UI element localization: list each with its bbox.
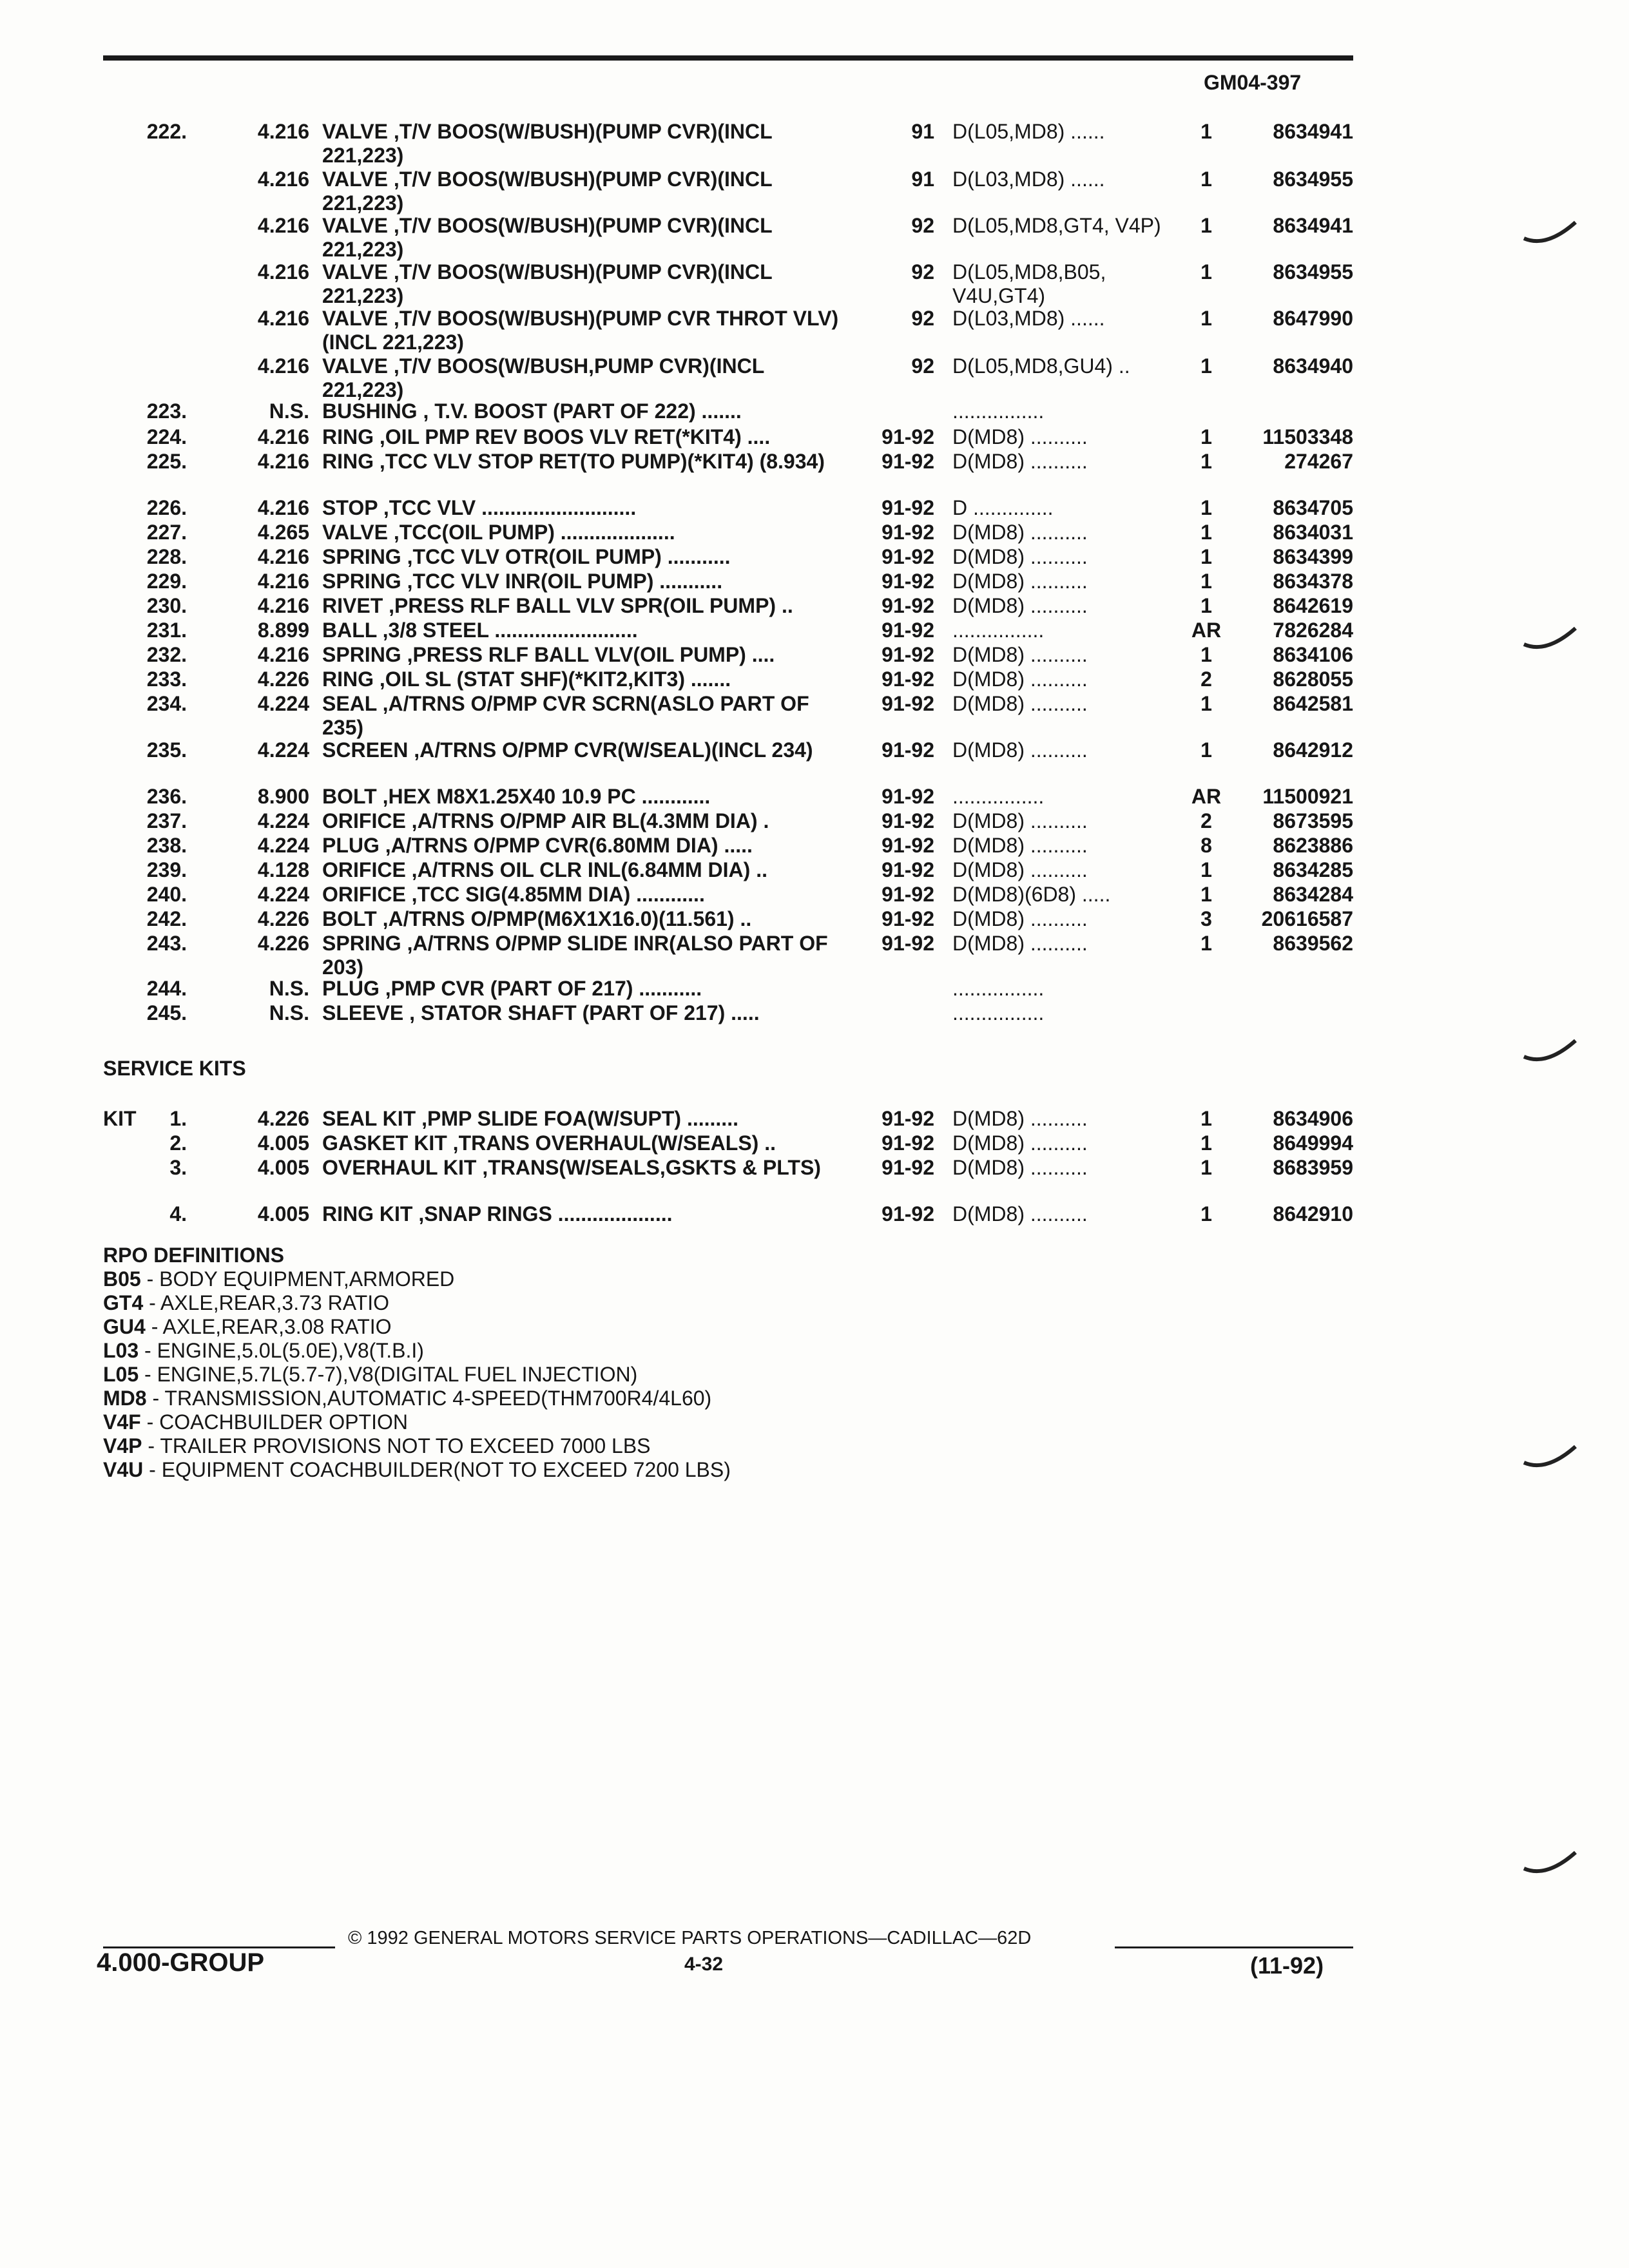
item-number: 227. <box>146 521 187 544</box>
part-number: 8623886 <box>1273 834 1353 857</box>
part-number: 8634031 <box>1273 521 1353 544</box>
rpo-definition <box>103 1291 731 1315</box>
part-number: 8634955 <box>1273 168 1353 191</box>
group-number: 4.224 <box>257 809 309 832</box>
item-number: 2. <box>169 1131 187 1155</box>
part-description: PLUG ,A/TRNS O/PMP CVR(6.80MM DIA) ..... <box>322 834 753 857</box>
item-number: 240. <box>146 883 187 906</box>
model-years: 91-92 <box>882 785 934 808</box>
quantity: 1 <box>1200 1202 1212 1225</box>
part-number: 8634906 <box>1273 1107 1353 1130</box>
model-usage: ................ <box>952 977 1045 1000</box>
group-number: 4.216 <box>257 594 309 617</box>
model-years: 91-92 <box>882 858 934 881</box>
group-number: 4.216 <box>257 260 309 284</box>
model-usage: D .............. <box>952 496 1054 519</box>
group-number: 4.005 <box>257 1156 309 1179</box>
model-years: 91-92 <box>882 643 934 666</box>
quantity: 1 <box>1200 496 1212 519</box>
part-description: VALVE ,T/V BOOS(W/BUSH)(PUMP CVR)(INCL 221,223) <box>322 260 773 307</box>
group-number: 4.216 <box>257 643 309 666</box>
kit-label: KIT <box>103 1107 137 1130</box>
group-number: 4.224 <box>257 883 309 906</box>
part-number: 8634955 <box>1273 260 1353 284</box>
binder-mark-icon <box>1521 1031 1579 1070</box>
group-number: 4.216 <box>257 496 309 519</box>
part-number: 7826284 <box>1273 619 1353 642</box>
quantity: 1 <box>1200 738 1212 762</box>
group-number: 4.216 <box>257 168 309 191</box>
item-number: 232. <box>146 643 187 666</box>
group-number: 4.265 <box>257 521 309 544</box>
part-description: SPRING ,PRESS RLF BALL VLV(OIL PUMP) .... <box>322 643 775 666</box>
service-kits-heading: SERVICE KITS <box>103 1057 246 1080</box>
part-number: 8642910 <box>1273 1202 1353 1225</box>
document-id: GM04-397 <box>1204 71 1302 94</box>
rpo-description: - AXLE,REAR,3.08 RATIO <box>145 1315 392 1338</box>
model-usage: D(MD8) .......... <box>952 1131 1088 1155</box>
rpo-definition <box>103 1458 731 1482</box>
part-description: BUSHING , T.V. BOOST (PART OF 222) ....... <box>322 399 742 423</box>
part-description: VALVE ,T/V BOOS(W/BUSH)(PUMP CVR)(INCL 221,223) <box>322 214 773 261</box>
part-description: PLUG ,PMP CVR (PART OF 217) ........... <box>322 977 702 1000</box>
rpo-code: GT4 <box>103 1291 144 1314</box>
part-description: RING KIT ,SNAP RINGS .................... <box>322 1202 673 1225</box>
part-number: 8634705 <box>1273 496 1353 519</box>
model-usage: D(MD8) .......... <box>952 834 1088 857</box>
part-description: SEAL ,A/TRNS O/PMP CVR SCRN(ASLO PART OF 235) <box>322 692 809 739</box>
group-number: 4.226 <box>257 907 309 930</box>
item-number: 1. <box>169 1107 187 1130</box>
part-number: 8642619 <box>1273 594 1353 617</box>
quantity: 8 <box>1200 834 1212 857</box>
part-number: 8683959 <box>1273 1156 1353 1179</box>
model-years: 91-92 <box>882 1202 934 1225</box>
quantity: 1 <box>1200 168 1212 191</box>
part-description: VALVE ,TCC(OIL PUMP) .................... <box>322 521 675 544</box>
part-number: 8673595 <box>1273 809 1353 832</box>
item-number: 223. <box>146 399 187 423</box>
part-description: BOLT ,HEX M8X1.25X40 10.9 PC ............ <box>322 785 711 808</box>
item-number: 226. <box>146 496 187 519</box>
group-number: 4.224 <box>257 692 309 715</box>
item-number: 3. <box>169 1156 187 1179</box>
part-description: SLEEVE , STATOR SHAFT (PART OF 217) ..... <box>322 1001 760 1024</box>
model-usage: D(MD8) .......... <box>952 668 1088 691</box>
model-usage: D(MD8) .......... <box>952 858 1088 881</box>
part-description: VALVE ,T/V BOOS(W/BUSH,PUMP CVR)(INCL 221,223) <box>322 354 764 401</box>
rpo-definition <box>103 1315 731 1339</box>
part-number: 8634106 <box>1273 643 1353 666</box>
item-number: 235. <box>146 738 187 762</box>
part-description: SCREEN ,A/TRNS O/PMP CVR(W/SEAL)(INCL 234) <box>322 738 813 762</box>
part-number: 8642581 <box>1273 692 1353 715</box>
quantity: 1 <box>1200 883 1212 906</box>
rpo-definition <box>103 1339 731 1363</box>
binder-mark-icon <box>1521 619 1579 657</box>
model-years: 91-92 <box>882 545 934 568</box>
model-years: 91-92 <box>882 594 934 617</box>
footer-rule <box>1115 1946 1353 1948</box>
footer-page-number: 4-32 <box>684 1954 724 1975</box>
part-description: RIVET ,PRESS RLF BALL VLV SPR(OIL PUMP) .. <box>322 594 793 617</box>
quantity: 1 <box>1200 594 1212 617</box>
rpo-code: MD8 <box>103 1387 147 1410</box>
part-number: 8634941 <box>1273 214 1353 237</box>
item-number: 225. <box>146 450 187 473</box>
part-number: 8642912 <box>1273 738 1353 762</box>
model-years: 91 <box>911 168 934 191</box>
group-number: N.S. <box>269 399 309 423</box>
part-number: 8634940 <box>1273 354 1353 378</box>
model-years: 91-92 <box>882 570 934 593</box>
part-number: 11500921 <box>1262 785 1353 808</box>
item-number: 224. <box>146 425 187 448</box>
item-number: 239. <box>146 858 187 881</box>
group-number: 4.216 <box>257 120 309 143</box>
model-years: 91-92 <box>882 692 934 715</box>
part-description: SPRING ,TCC VLV OTR(OIL PUMP) ........... <box>322 545 731 568</box>
rpo-code: L05 <box>103 1363 139 1386</box>
part-description: OVERHAUL KIT ,TRANS(W/SEALS,GSKTS & PLTS) <box>322 1156 821 1179</box>
part-description: STOP ,TCC VLV ........................... <box>322 496 637 519</box>
part-number: 8639562 <box>1273 932 1353 955</box>
model-usage: D(MD8) .......... <box>952 521 1088 544</box>
quantity: 1 <box>1200 1107 1212 1130</box>
model-years: 91-92 <box>882 834 934 857</box>
quantity: 1 <box>1200 354 1212 378</box>
part-description: ORIFICE ,A/TRNS OIL CLR INL(6.84MM DIA) .. <box>322 858 767 881</box>
part-description: ORIFICE ,A/TRNS O/PMP AIR BL(4.3MM DIA) . <box>322 809 769 832</box>
part-description: VALVE ,T/V BOOS(W/BUSH)(PUMP CVR)(INCL 221,223) <box>322 120 773 167</box>
part-description: BOLT ,A/TRNS O/PMP(M6X1X16.0)(11.561) .. <box>322 907 752 930</box>
part-description: BALL ,3/8 STEEL ......................... <box>322 619 638 642</box>
model-usage: D(MD8) .......... <box>952 1202 1088 1225</box>
model-usage: ................ <box>952 619 1045 642</box>
item-number: 231. <box>146 619 187 642</box>
model-years: 91-92 <box>882 932 934 955</box>
quantity: 1 <box>1200 643 1212 666</box>
quantity: 1 <box>1200 858 1212 881</box>
part-description: SPRING ,A/TRNS O/PMP SLIDE INR(ALSO PART OF 203) <box>322 932 828 979</box>
model-years: 91-92 <box>882 1156 934 1179</box>
item-number: 230. <box>146 594 187 617</box>
quantity: 1 <box>1200 450 1212 473</box>
model-usage: D(L05,MD8,B05, V4U,GT4) <box>952 260 1106 307</box>
part-description: SEAL KIT ,PMP SLIDE FOA(W/SUPT) ......... <box>322 1107 738 1130</box>
rpo-definition <box>103 1363 731 1387</box>
rpo-code: L03 <box>103 1339 139 1362</box>
item-number: 228. <box>146 545 187 568</box>
group-number: 4.216 <box>257 354 309 378</box>
group-number: N.S. <box>269 1001 309 1024</box>
part-number: 20616587 <box>1261 907 1353 930</box>
rpo-definition <box>103 1387 731 1410</box>
quantity: 1 <box>1200 260 1212 284</box>
model-usage: D(MD8) .......... <box>952 932 1088 955</box>
model-years: 92 <box>911 260 934 284</box>
model-years: 91-92 <box>882 1131 934 1155</box>
quantity: 1 <box>1200 521 1212 544</box>
rpo-code: V4F <box>103 1410 141 1434</box>
part-number: 8634378 <box>1273 570 1353 593</box>
quantity: 1 <box>1200 120 1212 143</box>
rpo-code: V4U <box>103 1458 144 1481</box>
item-number: 233. <box>146 668 187 691</box>
part-number: 8628055 <box>1273 668 1353 691</box>
model-usage: D(MD8) .......... <box>952 907 1088 930</box>
quantity: 1 <box>1200 1131 1212 1155</box>
model-years: 91-92 <box>882 496 934 519</box>
footer-date: (11-92) <box>1250 1952 1324 1979</box>
model-usage: D(MD8) .......... <box>952 643 1088 666</box>
model-usage: ................ <box>952 785 1045 808</box>
quantity: 1 <box>1200 307 1212 330</box>
model-usage: D(MD8) .......... <box>952 450 1088 473</box>
part-number: 8634284 <box>1273 883 1353 906</box>
item-number: 234. <box>146 692 187 715</box>
part-description: GASKET KIT ,TRANS OVERHAUL(W/SEALS) .. <box>322 1131 776 1155</box>
rpo-description: - AXLE,REAR,3.73 RATIO <box>143 1291 389 1314</box>
part-number: 8634941 <box>1273 120 1353 143</box>
group-number: 4.216 <box>257 425 309 448</box>
group-number: 4.216 <box>257 450 309 473</box>
model-years: 91-92 <box>882 883 934 906</box>
model-usage: D(L05,MD8) ...... <box>952 120 1105 143</box>
top-rule <box>103 55 1353 61</box>
quantity: 1 <box>1200 425 1212 448</box>
item-number: 4. <box>169 1202 187 1225</box>
quantity: AR <box>1191 619 1222 642</box>
model-usage: D(MD8) .......... <box>952 545 1088 568</box>
model-years: 91-92 <box>882 619 934 642</box>
item-number: 238. <box>146 834 187 857</box>
model-years: 91-92 <box>882 450 934 473</box>
rpo-description: - ENGINE,5.0L(5.0E),V8(T.B.I) <box>139 1339 424 1362</box>
rpo-description: - TRANSMISSION,AUTOMATIC 4-SPEED(THM700R4/4L60) <box>146 1387 712 1410</box>
part-description: RING ,OIL PMP REV BOOS VLV RET(*KIT4) .... <box>322 425 771 448</box>
group-number: 4.005 <box>257 1202 309 1225</box>
binder-mark-icon <box>1521 1843 1579 1881</box>
quantity: 1 <box>1200 545 1212 568</box>
group-number: 4.216 <box>257 214 309 237</box>
model-usage: D(MD8) .......... <box>952 425 1088 448</box>
rpo-description: - TRAILER PROVISIONS NOT TO EXCEED 7000 LBS <box>142 1434 651 1457</box>
binder-mark-icon <box>1521 1437 1579 1475</box>
item-number: 243. <box>146 932 187 955</box>
quantity: 1 <box>1200 1156 1212 1179</box>
group-number: 4.216 <box>257 545 309 568</box>
rpo-code: B05 <box>103 1267 141 1291</box>
part-number: 11503348 <box>1262 425 1353 448</box>
model-years: 92 <box>911 354 934 378</box>
binder-mark-icon <box>1521 213 1579 251</box>
quantity: AR <box>1191 785 1222 808</box>
footer-copyright: © 1992 GENERAL MOTORS SERVICE PARTS OPERATIONS—CADILLAC—62D <box>348 1928 1032 1948</box>
model-years: 91-92 <box>882 521 934 544</box>
group-number: 8.899 <box>257 619 309 642</box>
model-years: 91-92 <box>882 425 934 448</box>
quantity: 1 <box>1200 692 1212 715</box>
model-usage: D(MD8) .......... <box>952 1107 1088 1130</box>
model-years: 91-92 <box>882 809 934 832</box>
model-usage: D(MD8) .......... <box>952 1156 1088 1179</box>
model-usage: D(MD8) .......... <box>952 594 1088 617</box>
group-number: 4.224 <box>257 738 309 762</box>
group-number: 4.226 <box>257 668 309 691</box>
model-usage: D(MD8)(6D8) ..... <box>952 883 1111 906</box>
rpo-description: - BODY EQUIPMENT,ARMORED <box>140 1267 455 1291</box>
rpo-definition <box>103 1267 731 1291</box>
item-number: 245. <box>146 1001 187 1024</box>
part-number: 8634399 <box>1273 545 1353 568</box>
part-description: ORIFICE ,TCC SIG(4.85MM DIA) ............ <box>322 883 705 906</box>
footer-group: 4.000-GROUP <box>97 1948 265 1977</box>
rpo-definitions <box>103 1244 731 1482</box>
item-number: 244. <box>146 977 187 1000</box>
quantity: 1 <box>1200 570 1212 593</box>
part-description: SPRING ,TCC VLV INR(OIL PUMP) ........... <box>322 570 723 593</box>
model-usage: D(MD8) .......... <box>952 692 1088 715</box>
part-description: RING ,TCC VLV STOP RET(TO PUMP)(*KIT4) (8.934) <box>322 450 825 473</box>
rpo-definition <box>103 1410 731 1434</box>
group-number: 4.224 <box>257 834 309 857</box>
model-usage: D(MD8) .......... <box>952 809 1088 832</box>
part-number: 8647990 <box>1273 307 1353 330</box>
group-number: 4.216 <box>257 307 309 330</box>
group-number: 4.226 <box>257 932 309 955</box>
part-description: RING ,OIL SL (STAT SHF)(*KIT2,KIT3) ....... <box>322 668 731 691</box>
model-years: 92 <box>911 307 934 330</box>
model-usage: D(L03,MD8) ...... <box>952 307 1105 330</box>
quantity: 2 <box>1200 668 1212 691</box>
rpo-description: - ENGINE,5.7L(5.7-7),V8(DIGITAL FUEL INJECTION) <box>139 1363 638 1386</box>
rpo-definition <box>103 1434 731 1458</box>
part-description: VALVE ,T/V BOOS(W/BUSH)(PUMP CVR)(INCL 221,223) <box>322 168 773 215</box>
model-usage: D(L05,MD8,GT4, V4P) <box>952 214 1161 237</box>
item-number: 237. <box>146 809 187 832</box>
part-number: 8649994 <box>1273 1131 1353 1155</box>
model-usage: D(L05,MD8,GU4) .. <box>952 354 1130 378</box>
model-years: 91-92 <box>882 668 934 691</box>
item-number: 222. <box>146 120 187 143</box>
item-number: 236. <box>146 785 187 808</box>
model-usage: D(L03,MD8) ...... <box>952 168 1105 191</box>
rpo-description: - EQUIPMENT COACHBUILDER(NOT TO EXCEED 7200 LBS) <box>143 1458 731 1481</box>
model-usage: ................ <box>952 1001 1045 1024</box>
model-usage: D(MD8) .......... <box>952 738 1088 762</box>
rpo-code: GU4 <box>103 1315 146 1338</box>
group-number: 4.226 <box>257 1107 309 1130</box>
group-number: 8.900 <box>257 785 309 808</box>
group-number: 4.128 <box>257 858 309 881</box>
quantity: 2 <box>1200 809 1212 832</box>
item-number: 242. <box>146 907 187 930</box>
rpo-heading: RPO DEFINITIONS <box>103 1244 284 1267</box>
group-number: 4.005 <box>257 1131 309 1155</box>
model-years: 92 <box>911 214 934 237</box>
part-number: 8634285 <box>1273 858 1353 881</box>
group-number: N.S. <box>269 977 309 1000</box>
quantity: 1 <box>1200 932 1212 955</box>
model-usage: ................ <box>952 399 1045 423</box>
model-years: 91-92 <box>882 738 934 762</box>
rpo-code: V4P <box>103 1434 142 1457</box>
part-number: 274267 <box>1284 450 1353 473</box>
model-years: 91-92 <box>882 1107 934 1130</box>
model-years: 91-92 <box>882 907 934 930</box>
rpo-description: - COACHBUILDER OPTION <box>140 1410 408 1434</box>
part-description: VALVE ,T/V BOOS(W/BUSH)(PUMP CVR THROT VLV)(INCL 221,223) <box>322 307 839 354</box>
model-usage: D(MD8) .......... <box>952 570 1088 593</box>
group-number: 4.216 <box>257 570 309 593</box>
item-number: 229. <box>146 570 187 593</box>
quantity: 3 <box>1200 907 1212 930</box>
quantity: 1 <box>1200 214 1212 237</box>
model-years: 91 <box>911 120 934 143</box>
